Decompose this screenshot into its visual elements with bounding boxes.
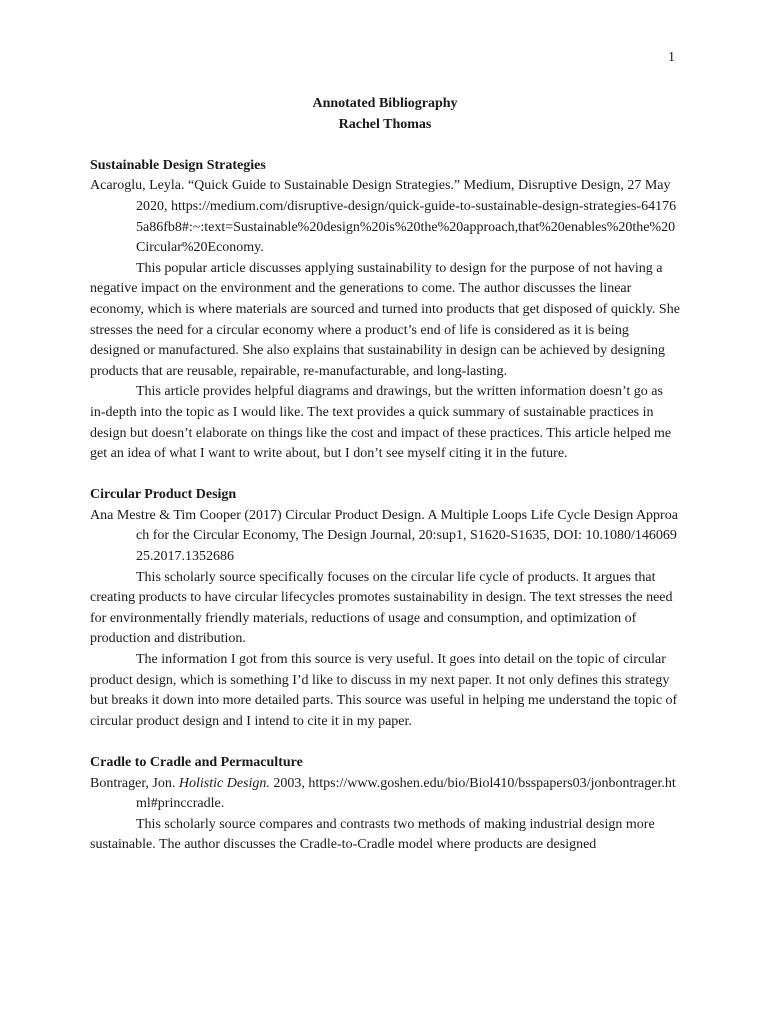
annotation-paragraph: The information I got from this source is very useful. It goes into detail on the topic of circular product design, which is something I’d like to discuss in my next paper. It not only defines this strategy but breaks it down into more detailed parts. This source was useful in helping me understand the topic of circular product design and I intend to cite it in my paper. (90, 652, 678, 729)
section-heading: Sustainable Design Strategies (90, 157, 266, 173)
annotation-paragraph: This article provides helpful diagrams and drawings, but the written information doesn’t go as in-depth into the topic as I would like. The text provides a quick summary of sustainable practices in design but doesn’t elaborate on things like the cost and impact of these practices. This article helped me get an idea of what I want to write about, but I don’t see myself citing it in the future. (90, 384, 672, 462)
bibliography-entry (90, 753, 680, 856)
citation (90, 176, 680, 258)
citation-text: Acaroglu, Leyla. “Quick Guide to Sustainable Design Strategies.” Medium, Disruptive Design, 27 May 2020, https://medium.com/disruptive-design/quick-guide-to-sustainable-design-strategies-641765a86fb8#:~:text=Sustainable%20design%20is%20the%20approach,that%20enables%20the%20Circular%20Economy. (90, 178, 677, 256)
citation (90, 506, 680, 568)
citation-text: Ana Mestre & Tim Cooper (2017) Circular Product Design. A Multiple Loops Life Cycle Design Approach for the Circular Economy, The Design Journal, 20:sup1, S1620-S1635, DOI: 10.1080/14606925.2017.1352686 (90, 507, 678, 565)
citation-italic: Holistic Design. (178, 775, 270, 791)
document-author: Rachel Thomas (338, 116, 432, 132)
annotation-paragraph: This scholarly source specifically focuses on the circular life cycle of products. It argues that creating products to have circular lifecycles promotes sustainability in design. The text stresses the need for environmentally friendly materials, reductions of usage and consumption, and optimization of production and distribution. (90, 569, 673, 647)
page-number: 1 (668, 50, 675, 65)
annotation-paragraph: This popular article discusses applying sustainability to design for the purpose of not having a negative impact on the environment and the generations to come. The author discusses the linear economy, which is where materials are sourced and turned into products that get disposed of quickly. She stresses the need for a circular economy where a product’s end of life is considered as it is being designed or manufactured. She also explains that sustainability in design can be achieved by designing products that are reusable, repairable, re-manufacturable, and long-lasting. (90, 260, 680, 379)
title-block (90, 94, 680, 135)
section-heading: Circular Product Design (90, 487, 237, 503)
section-heading: Cradle to Cradle and Permaculture (90, 755, 303, 770)
citation (90, 774, 680, 815)
bibliography-entry (90, 156, 680, 465)
document-title: Annotated Bibliography (312, 96, 458, 111)
document-body (90, 94, 680, 877)
citation-text-end: 2003, https://www.goshen.edu/bio/Biol410/bsspapers03/jonbontrager.html#princcradle. (136, 775, 676, 812)
bibliography-entry (90, 485, 680, 732)
annotation-paragraph: This scholarly source compares and contrasts two methods of making industrial design more sustainable. The author discusses the Cradle-to-Cradle model where products are designed (90, 816, 655, 853)
citation-text: Bontrager, Jon. (90, 775, 179, 791)
